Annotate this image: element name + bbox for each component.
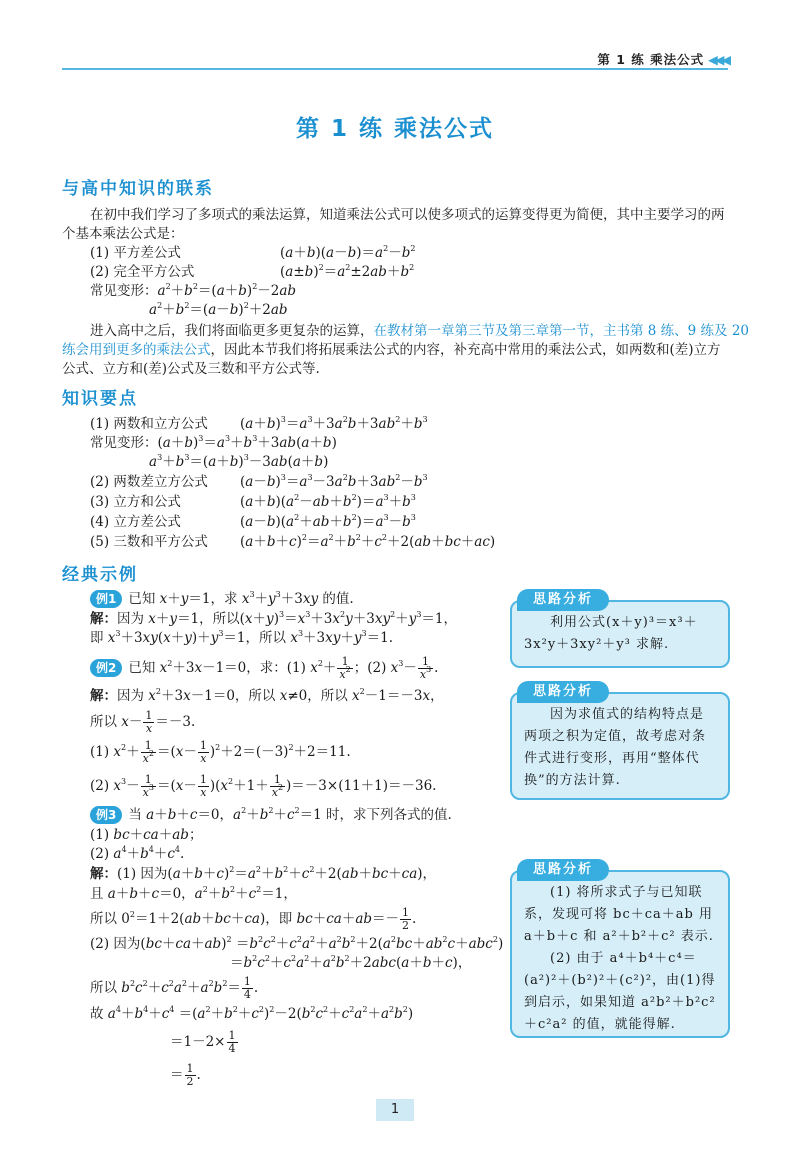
example-3-solution-3: 所以 $0^2=1+2(ab+bc+ca)$，即 bc＋ca＋ab＝－ $\frac{1}{2}$ .	[90, 906, 417, 932]
point-1-formula: $(a+b)^3=a^3+3a^2b+3ab^2+b^3$	[240, 415, 428, 432]
header-rule	[62, 68, 728, 70]
example-1-tag: 例1	[90, 590, 122, 608]
analysis-box-2	[510, 692, 730, 800]
example-3-solution-2: 且 a＋b＋c＝0，$a^2+b^2+c^2=1$，	[90, 885, 297, 902]
point-1-label: (1) 两数和立方公式	[90, 416, 208, 432]
point-4-label: (4) 立方差公式	[90, 514, 181, 530]
section-heading-examples: 经典示例	[62, 565, 138, 585]
after-line-2: 练会用到更多的乘法公式，因此本节我们将拓展乘法公式的内容，补充高中常用的乘法公式，如两数和(差)立方	[62, 342, 721, 358]
section-heading-points: 知识要点	[62, 389, 138, 409]
point-3-formula: $(a+b)(a^2-ab+b^2)=a^3+b^3$	[240, 493, 416, 510]
point-variant-1: 常见变形：$(a+b)^3=a^3+b^3+3ab(a+b)$	[90, 434, 337, 451]
example-3-solution-9: ＝ $\frac{1}{2}$ .	[170, 1062, 201, 1088]
formula-label-1: (1) 平方差公式	[90, 245, 181, 261]
example-2-solution-3: (1) $x^2+$ $\frac{1}{x^2}$ ＝(x－ $\frac{1}{x}$ )$^2+2=(-3)^2+2=11$.	[90, 739, 351, 765]
variant-2: $a^2+b^2=(a-b)^2+2ab$	[149, 301, 288, 318]
intro-line-1: 在初中我们学习了多项式的乘法运算，知道乘法公式可以使多项式的运算变得更为简便，其中主要学习的两	[90, 207, 725, 223]
example-1-solution-2: 即 $x^3+3xy(x+y)+y^3=1$，所以 $x^3+3xy+y^3=1$.	[90, 629, 393, 646]
example-2-question: 例2 已知 $x^2+3x-1=0$，求：(1) $x^2+$ $\frac{1}{x^2}$ ；(2) $x^3-$ $\frac{1}{x^3}$ .	[90, 656, 438, 681]
example-2-solution-2: 所以 x－ $\frac{1}{x}$ ＝－3.	[90, 709, 196, 735]
example-2-solution-4: (2) $x^3-$ $\frac{1}{x^3}$ ＝(x－ $\frac{1}{x}$ )($x^2+1+$ $\frac{1}{x^2}$ )＝－3×(11＋1)＝－36.	[90, 773, 437, 799]
example-3-question: 例3 当 a＋b＋c＝0，$a^2+b^2+c^2=1$ 时，求下列各式的值.	[90, 805, 452, 825]
analysis-tag-3: 思路分析	[517, 859, 609, 881]
analysis-tag-1: 思路分析	[517, 589, 609, 611]
analysis-tag-2: 思路分析	[517, 681, 609, 703]
point-5-label: (5) 三数和平方公式	[90, 534, 208, 550]
example-1-solution-1: 解：因为 x＋y＝1，所以$(x+y)^3=x^3+3x^2y+3xy^2+y^3=1$，	[90, 610, 457, 627]
example-3-solution-1: 解：(1) 因为$(a+b+c)^2=a^2+b^2+c^2+2(ab+bc+ca)$，	[90, 865, 437, 882]
example-3-solution-8: ＝1－2× $\frac{1}{4}$	[170, 1029, 236, 1055]
after-line-3: 公式、立方和(差)公式及三数和平方公式等.	[62, 361, 320, 377]
example-3-solution-7: 故 $a^4+b^4+c^4 =(a^2+b^2+c^2)^2-2(b^2c^2+c^2a^2+a^2b^2)$	[90, 1005, 414, 1022]
analysis-text-1: 利用公式(x＋y)³＝x³＋3x²y＋3xy²＋y³ 求解.	[524, 615, 698, 652]
example-3-part-2: (2) $a^4+b^4+c^4$.	[90, 845, 185, 862]
formula-perfect-square: $(a\pm b)^2=a^2\pm 2ab+b^2$	[280, 263, 415, 280]
example-2-solution-1: 解：因为 $x^2+3x-1=0$，所以 x≠0，所以 $x^2-1=-3x$，	[90, 687, 444, 704]
page-number: 1	[376, 1099, 414, 1121]
after-line-1: 进入高中之后，我们将面临更多更复杂的运算，在教材第一章第三节及第三章第一节，主书第 8 练、9 练及 20	[90, 323, 750, 339]
example-2-tag: 例2	[90, 659, 122, 677]
arrow-icons: ◀◀◀	[708, 52, 728, 67]
example-3-solution-4: (2) 因为$(bc+ca+ab)^2 =b^2c^2+c^2a^2+a^2b^2+2(a^2bc+ab^2c+abc^2)$	[90, 935, 504, 952]
analysis-text-3b: (2) 由于 a⁴＋b⁴＋c⁴＝(a²)²＋(b²)²＋(c²)²，由(1)得到启示，如果知道 a²b²＋b²c²＋c²a² 的值，就能得解.	[524, 951, 716, 1032]
variant-1: 常见变形：$a^2+b^2=(a+b)^2-2ab$	[90, 282, 297, 299]
analysis-text-2: 因为求值式的结构特点是两项之积为定值，故考虑对条件式进行变形，再用“整体代换”的方法计算.	[524, 707, 707, 788]
point-5-formula: $(a+b+c)^2=a^2+b^2+c^2+2(ab+bc+ac)$	[240, 533, 496, 550]
example-3-solution-5: $=b^2c^2+c^2a^2+a^2b^2+2abc(a+b+c)$，	[230, 954, 472, 971]
point-2-label: (2) 两数差立方公式	[90, 474, 208, 490]
page-title: 第 1 练 乘法公式	[295, 116, 495, 142]
example-3-tag: 例3	[90, 806, 122, 824]
point-variant-2: $a^3+b^3=(a+b)^3-3ab(a+b)$	[149, 453, 329, 470]
intro-line-2: 个基本乘法公式是：	[62, 226, 184, 242]
example-3-part-1: (1) bc＋ca＋ab；	[90, 827, 203, 843]
point-2-formula: $(a-b)^3=a^3-3a^2b+3ab^2-b^3$	[240, 473, 428, 490]
point-4-formula: $(a-b)(a^2+ab+b^2)=a^3-b^3$	[240, 513, 416, 530]
analysis-text-3a: (1) 将所求式子与已知联系，发现可将 bc＋ca＋ab 用 a＋b＋c 和 a²＋b²＋c² 表示.	[524, 885, 714, 944]
example-1-question: 例1 已知 x＋y＝1，求 $x^3+y^3+3xy$ 的值.	[90, 589, 354, 609]
running-header: 第 1 练 乘法公式 ◀◀◀	[597, 52, 728, 67]
formula-label-2: (2) 完全平方公式	[90, 264, 195, 280]
point-3-label: (3) 立方和公式	[90, 494, 181, 510]
example-3-solution-6: 所以 $b^2c^2+c^2a^2+a^2b^2=$ $\frac{1}{4}$ .	[90, 975, 259, 1001]
analysis-box-3	[510, 870, 730, 1038]
formula-difference-of-squares: $(a+b)(a-b)=a^2-b^2$	[280, 244, 416, 261]
section-heading-link: 与高中知识的联系	[62, 179, 214, 199]
